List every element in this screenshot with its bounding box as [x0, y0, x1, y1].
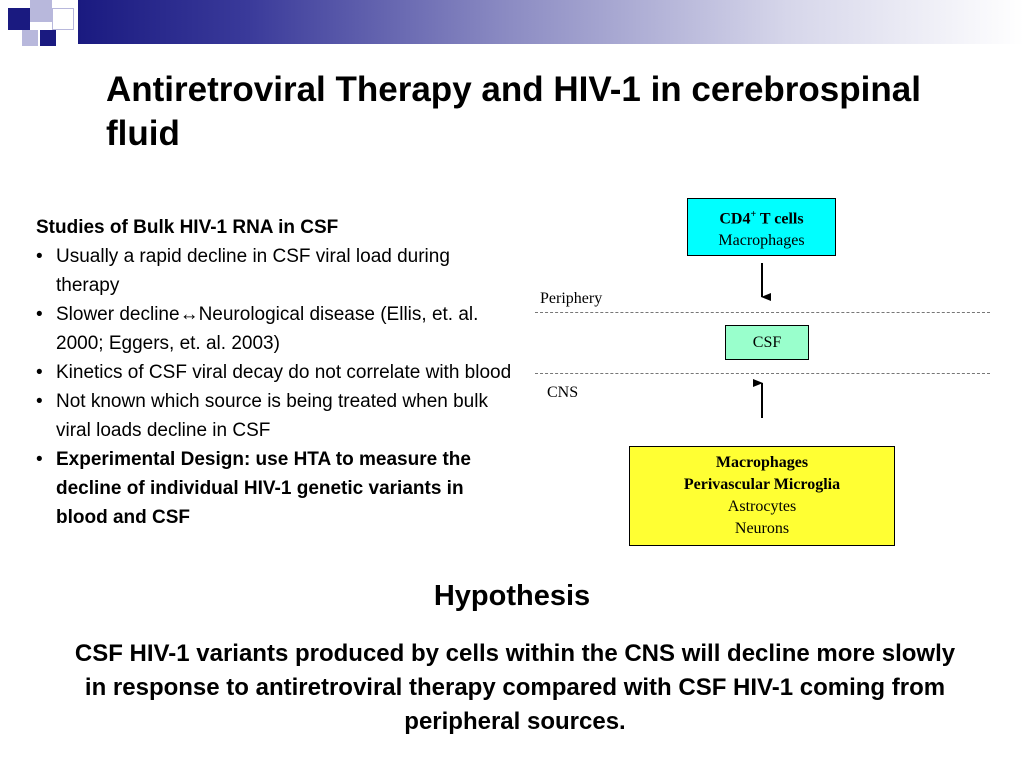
bullet-marker: • [36, 449, 43, 470]
macrophages-label: Macrophages [718, 232, 805, 250]
bullet-marker: • [36, 391, 43, 412]
bullet-text: Slower decline↔Neurological disease (Ellis, et. al. 2000; Eggers, et. al. 2003) [56, 304, 479, 354]
cd4-text: CD4 [719, 210, 751, 228]
periphery-label: Periphery [540, 290, 603, 307]
t-cells-text: T cells [756, 210, 804, 228]
bullet-text: Experimental Design: use HTA to measure the decline of individual HIV-1 genetic variants in blood and CSF [56, 449, 471, 528]
cd4-superscript: + [750, 209, 757, 220]
bullet-text: Kinetics of CSF viral decay do not correlate with blood [56, 362, 512, 383]
hypothesis-text: CSF HIV-1 variants produced by cells within the CNS will decline more slowly in response to antiretroviral therapy compared with CSF HIV-1 coming from peripheral sources. [74, 640, 956, 735]
microglia-label: Perivascular Microglia [683, 476, 841, 493]
cns-label: CNS [547, 384, 579, 401]
astrocytes-label: Astrocytes [727, 498, 797, 515]
cns-macrophages-label: Macrophages [715, 454, 809, 471]
bullet-text: Usually a rapid decline in CSF viral load during therapy [56, 246, 450, 296]
bullet-marker: • [36, 362, 43, 383]
bullet-text: Not known which source is being treated when bulk viral loads decline in CSF [56, 391, 488, 441]
neurons-label: Neurons [734, 520, 790, 537]
hypothesis-title: Hypothesis [433, 580, 591, 612]
slide-title: Antiretroviral Therapy and HIV-1 in cerebrospinal fluid [106, 70, 921, 153]
bullet-marker: • [36, 246, 43, 267]
bullet-marker: • [36, 304, 43, 325]
csf-box: CSF [725, 325, 809, 360]
studies-heading: Studies of Bulk HIV-1 RNA in CSF [36, 217, 339, 238]
